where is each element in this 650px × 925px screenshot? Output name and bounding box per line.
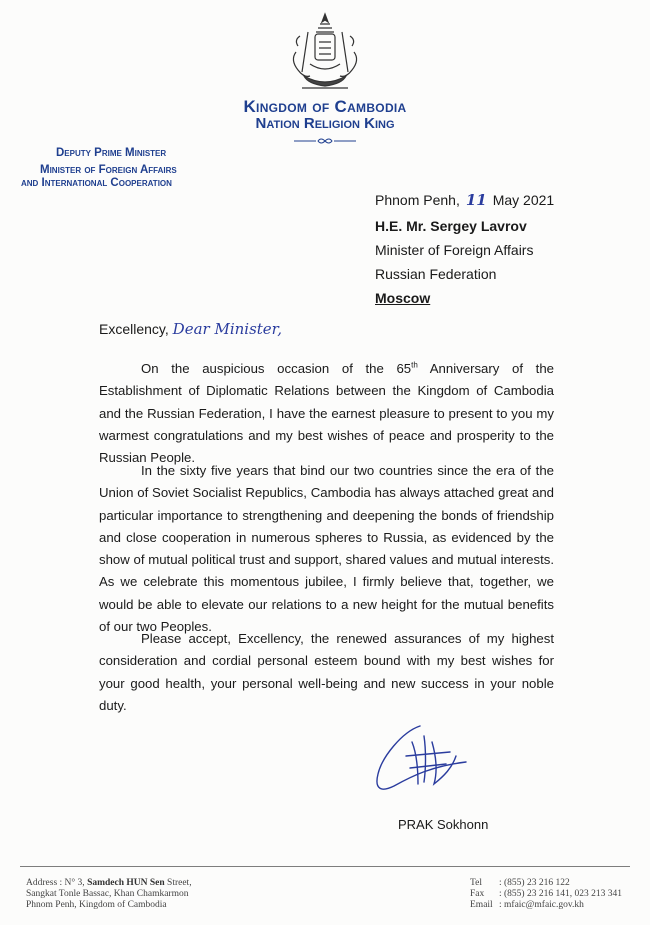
signer-name: PRAK Sokhonn — [398, 817, 489, 832]
date-day-handwritten: 11 — [465, 191, 487, 209]
footer-address — [26, 878, 192, 911]
recipient-title: Minister of Foreign Affairs — [375, 242, 534, 258]
recipient-city: Moscow — [375, 290, 431, 306]
fax-value: : (855) 23 216 141, 023 213 341 — [499, 889, 622, 899]
dateline — [375, 191, 554, 209]
address-street-bold: Samdech HUN Sen — [87, 878, 165, 888]
body-paragraph-1 — [99, 358, 554, 469]
p1-text-start: On the auspicious occasion of the 65 — [141, 361, 412, 376]
royal-coat-of-arms-emblem — [282, 12, 368, 98]
footer-divider — [20, 866, 630, 867]
address-label: Address : N° 3, — [26, 878, 88, 888]
handwritten-signature — [372, 712, 472, 804]
p1-text-end: Anniversary of the Establishment of Diplomatic Relations between the Kingdom of Cambodia and the Russian Federation, I have the earnest pleasure to present to you my warmest congratulations and my best wishes of peace and prosperity to the Russian People. — [99, 361, 554, 466]
tel-label: Tel — [470, 878, 482, 888]
tel-value: : (855) 23 216 122 — [499, 878, 570, 888]
email-label: Email — [470, 900, 493, 910]
footer-contacts — [470, 878, 622, 911]
recipient-name: H.E. Mr. Sergey Lavrov — [375, 218, 527, 234]
kingdom-heading: Kingdom of Cambodia — [243, 97, 407, 116]
p1-superscript: th — [411, 360, 418, 370]
body-paragraph-3 — [99, 628, 554, 717]
p3-text: Please accept, Excellency, the renewed assurances of my highest consideration and cordial personal esteem bound with my best wishes for your good health, your personal well-being and new success in your noble duty. — [99, 631, 554, 713]
p2-text: In the sixty five years that bind our two countries since the era of the Union of Soviet Socialist Republics, Cambodia has always attached great and particular importance to strengthening and deepening the bonds of friendship and close cooperation in numerous spheres to Russia, as evidenced by the show of mutual political trust and support, shared values and mutual interests. As we celebrate this momentous jubilee, I firmly believe that, together, we would be able to elevate our relations to a new height for the mutual benefits of our two Peoples. — [99, 463, 554, 635]
date-month-year: May 2021 — [492, 192, 555, 208]
motto-heading: Nation Religion King — [255, 115, 395, 132]
salutation-printed: Excellency, — [99, 321, 169, 337]
office-title-line3: and International Cooperation — [21, 177, 172, 189]
address-line-3: Phnom Penh, Kingdom of Cambodia — [26, 900, 167, 910]
ornamental-divider — [292, 136, 358, 146]
fax-label: Fax — [470, 889, 485, 899]
address-street-suffix: Street, — [164, 878, 192, 888]
date-city: Phnom Penh, — [375, 192, 460, 208]
email-value: : mfaic@mfaic.gov.kh — [499, 900, 584, 910]
salutation-handwritten: Dear Minister, — [172, 320, 282, 338]
recipient-country: Russian Federation — [375, 266, 497, 282]
salutation — [99, 320, 282, 338]
body-paragraph-2 — [99, 460, 554, 638]
office-title-line2: Minister of Foreign Affairs — [40, 164, 177, 176]
address-line-2: Sangkat Tonle Bassac, Khan Chamkarmon — [26, 889, 189, 899]
office-title-line1: Deputy Prime Minister — [56, 147, 167, 159]
